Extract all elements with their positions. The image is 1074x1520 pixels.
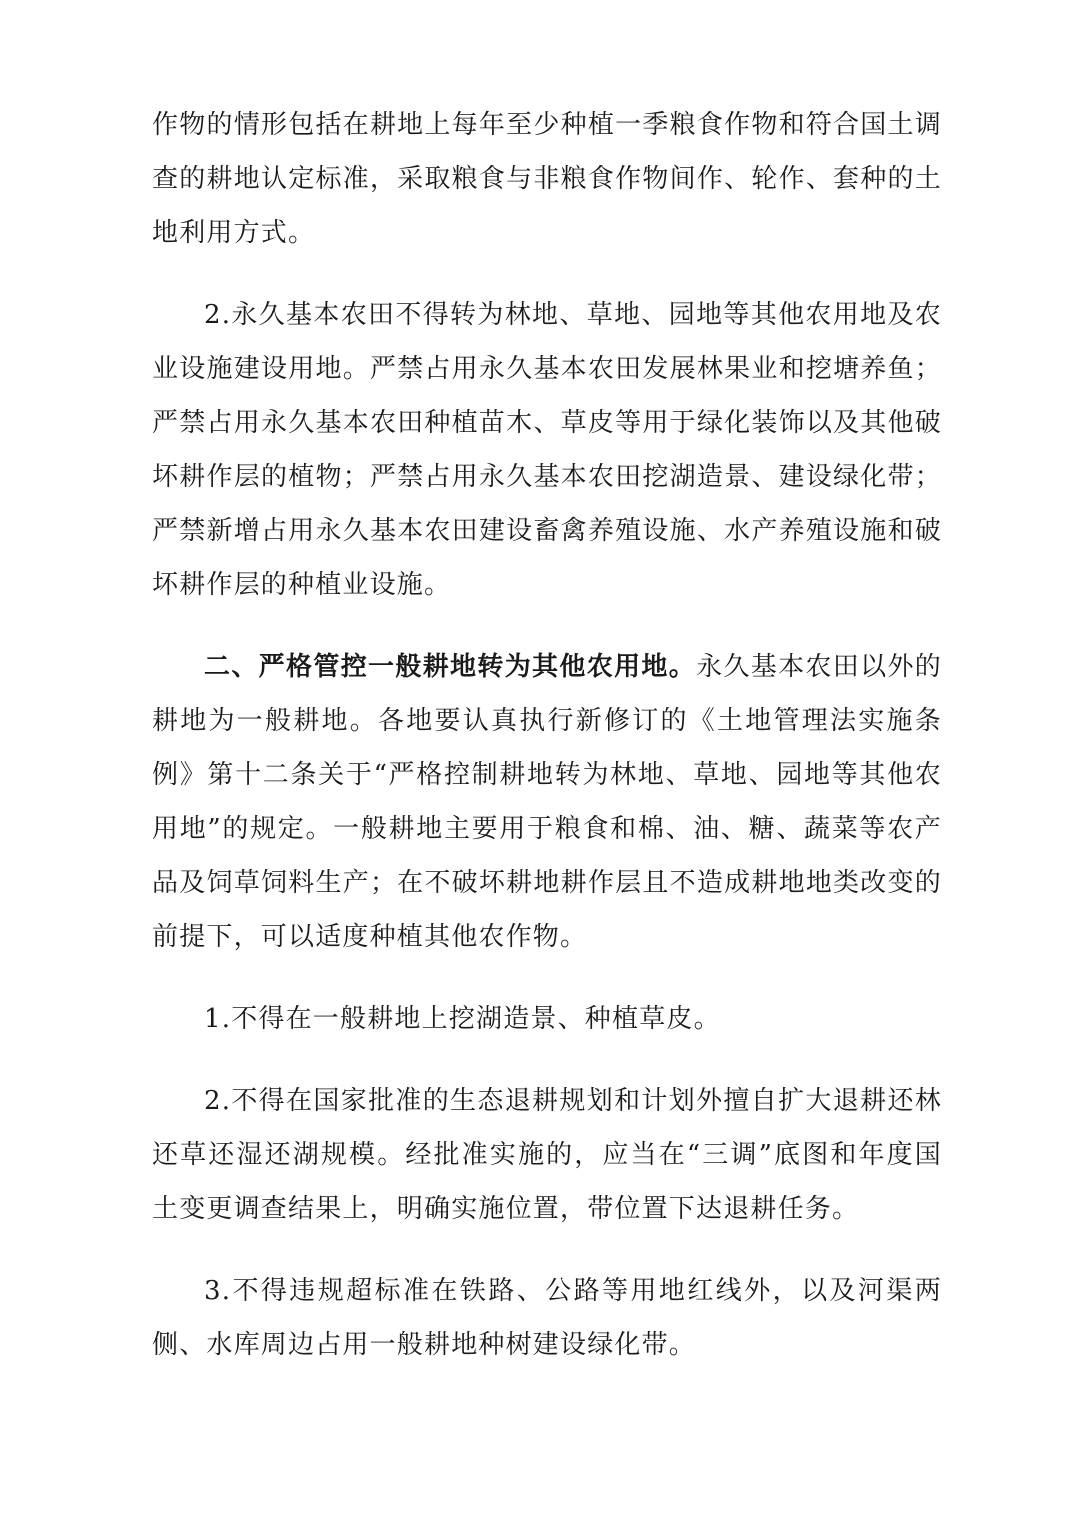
paragraph-item-1-general-farmland: 1.不得在一般耕地上挖湖造景、种植草皮。 [204, 1004, 721, 1034]
paragraph-item-2-general-farmland: 2.不得在国家批准的生态退耕规划和计划外擅自扩大退耕还林还草还湿还湖规模。经批准实施的，应当在“三调”底图和年度国土变更调查结果上，明确实施位置，带位置下达退耕任务。 [152, 1086, 942, 1224]
paragraph-item-3-general-farmland: 3.不得违规超标准在铁路、公路等用地红线外，以及河渠两侧、水库周边占用一般耕地种树建设绿化带。 [152, 1276, 942, 1360]
document-body [152, 98, 942, 1400]
section-body: 永久基本农田以外的耕地为一般耕地。各地要认真执行新修订的《土地管理法实施条例》第十二条关于“严格控制耕地转为林地、草地、园地等其他农用地”的规定。一般耕地主要用于粮食和棉、油、糖、蔬菜等农产品及饲草饲料生产；在不破坏耕地耕作层且不造成耕地地类改变的前提下，可以适度种植其他农作物。 [152, 652, 942, 952]
paragraph-item-2-permanent-farmland: 2.永久基本农田不得转为林地、草地、园地等其他农用地及农业设施建设用地。严禁占用永久基本农田发展林果业和挖塘养鱼；严禁占用永久基本农田种植苗木、草皮等用于绿化装饰以及其他破坏耕作层的植物；严禁占用永久基本农田挖湖造景、建设绿化带；严禁新增占用永久基本农田建设畜禽养殖设施、水产养殖设施和破坏耕作层的种植业设施。 [152, 300, 942, 600]
paragraph-section-two [152, 640, 942, 964]
paragraph-continuation: 作物的情形包括在耕地上每年至少种植一季粮食作物和符合国土调查的耕地认定标准，采取粮食与非粮食作物间作、轮作、套种的土地利用方式。 [152, 110, 942, 248]
section-heading: 二、严格管控一般耕地转为其他农用地。 [204, 652, 697, 682]
